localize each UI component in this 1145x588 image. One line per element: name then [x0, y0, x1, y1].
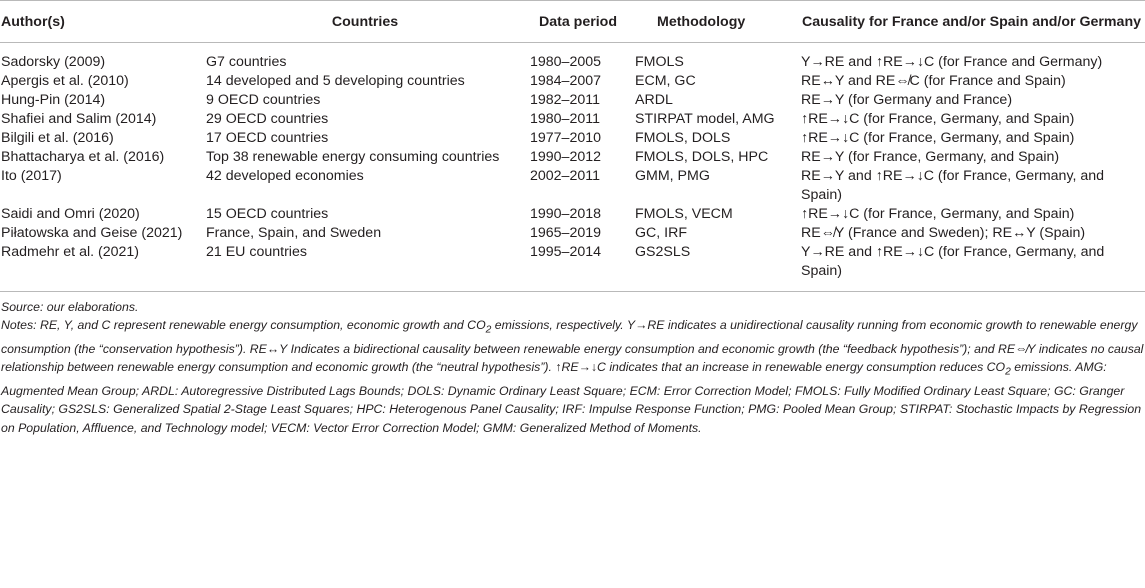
cell-period: 2002–2011: [530, 168, 600, 184]
cell-causality: ↑RE→↓C (for France, Germany, and Spain): [801, 206, 1075, 222]
table-row: [0, 43, 1145, 73]
cell-causality: RE⇎Y (France and Sweden); RE↔Y (Spain): [801, 225, 1086, 241]
cell-period: 1980–2005: [530, 54, 602, 70]
cell-methodology: ARDL: [635, 92, 673, 108]
cell-author: Bilgili et al. (2016): [1, 130, 114, 146]
table-row: [0, 129, 1145, 148]
cell-author: Bhattacharya et al. (2016): [1, 149, 165, 165]
cell-methodology: STIRPAT model, AMG: [635, 111, 775, 127]
cell-methodology: GC, IRF: [635, 225, 688, 241]
cell-causality: ↑RE→↓C (for France, Germany, and Spain): [801, 111, 1075, 127]
cell-causality: RE→Y and ↑RE→↓C (for France, Germany, and Spain): [801, 168, 1105, 203]
cell-period: 1990–2018: [530, 206, 602, 222]
cell-methodology: GMM, PMG: [635, 168, 710, 184]
table-row: [0, 72, 1145, 91]
cell-author: Piłatowska and Geise (2021): [1, 225, 183, 241]
table-row: [0, 91, 1145, 110]
cell-countries: 21 EU countries: [204, 243, 526, 292]
cell-period: 1990–2012: [530, 149, 602, 165]
cell-methodology: GS2SLS: [630, 243, 798, 292]
cell-period: 1965–2019: [530, 225, 602, 241]
subscript-2: 2: [485, 324, 492, 336]
cell-methodology: ECM, GC: [635, 73, 696, 89]
header-countries: Countries: [204, 1, 526, 43]
cell-author: Hung-Pin (2014): [1, 92, 106, 108]
header-causality: Causality for France and/or Spain and/or Germany: [798, 1, 1145, 43]
cell-countries: G7 countries: [206, 54, 287, 70]
cell-author: Radmehr et al. (2021): [0, 243, 204, 292]
cell-causality: RE→Y (for France, Germany, and Spain): [801, 149, 1060, 165]
cell-causality: Y→RE and ↑RE→↓C (for France and Germany): [801, 54, 1103, 70]
notes-paragraph: [1, 316, 1144, 437]
table-row: [0, 110, 1145, 129]
cell-methodology: FMOLS, DOLS, HPC: [635, 149, 769, 165]
cell-period: 1980–2011: [530, 111, 600, 127]
cell-author: Shafiei and Salim (2014): [1, 111, 157, 127]
cell-countries: 15 OECD countries: [206, 206, 329, 222]
notes-text-2: emissions, respectively. Y→RE indicates a unidirectional causality running from economic growth to renewable energy consumption (the “conservation hypothesis”). RE↔Y Indicates a bidirectional causality between renewable energy consumption and economic growth (the “feedback hypothesis”); and RE⇎Y indicates no causal relationship between renewable energy consumption and economic growth (the “neutral hypothesis”). ↑RE→↓C indicates that an increase in renewable energy consumption reduces CO: [1, 318, 1144, 375]
table-row: [0, 243, 1145, 292]
table-row: [0, 148, 1145, 167]
cell-countries: 9 OECD countries: [206, 92, 321, 108]
header-row: [0, 1, 1145, 43]
source-note: Source: our elaborations.: [1, 300, 139, 314]
notes-text-1: Notes: RE, Y, and C represent renewable energy consumption, economic growth and CO: [1, 318, 486, 333]
table-body: [0, 43, 1145, 292]
cell-methodology: FMOLS, VECM: [635, 206, 733, 222]
cell-countries: 29 OECD countries: [206, 111, 329, 127]
table-row: [0, 224, 1145, 243]
cell-countries: 17 OECD countries: [206, 130, 329, 146]
cell-countries: 42 developed economies: [206, 168, 364, 184]
notes-text-3: emissions. AMG: Augmented Mean Group; ARDL: Autoregressive Distributed Lags Bounds; DOLS: Dynamic Ordinary Least Square; ECM: Error Correction Model; FMOLS: Fully Modified Ordinary Least Square; GC: Granger Causality; GS2SLS: Generalized Spatial 2-Stage Least Squares; HPC: Heterogenous Panel Causality; IRF: Impulse Response Function; PMG: Pooled Mean Group; STIRPAT: Stochastic Impacts by Regression on Population, Affluence, and Technology model; VECM: Vector Error Correction Model; GMM: Generalized Method of Moments.: [1, 360, 1142, 435]
literature-table: [0, 0, 1145, 292]
cell-author: Saidi and Omri (2020): [1, 206, 140, 222]
header-author: Author(s): [0, 1, 204, 43]
cell-countries: Top 38 renewable energy consuming countries: [206, 149, 500, 165]
cell-methodology: FMOLS: [635, 54, 684, 70]
table-row: [0, 167, 1145, 205]
cell-methodology: FMOLS, DOLS: [635, 130, 731, 146]
cell-author: Ito (2017): [1, 168, 62, 184]
cell-author: Apergis et al. (2010): [1, 73, 129, 89]
table-row: [0, 205, 1145, 224]
subscript-2: 2: [1005, 366, 1011, 378]
cell-causality: ↑RE→↓C (for France, Germany, and Spain): [801, 130, 1075, 146]
cell-period: 1977–2010: [530, 130, 602, 146]
header-methodology: Methodology: [630, 1, 798, 43]
cell-causality: RE→Y (for Germany and France): [801, 92, 1013, 108]
cell-period: 1984–2007: [530, 73, 602, 89]
cell-period: 1982–2011: [530, 92, 600, 108]
cell-period: 1995–2014: [526, 243, 630, 292]
cell-countries: 14 developed and 5 developing countries: [206, 73, 465, 89]
header-period: Data period: [526, 1, 630, 43]
cell-author: Sadorsky (2009): [1, 54, 106, 70]
cell-countries: France, Spain, and Sweden: [206, 225, 382, 241]
cell-causality: RE↔Y and RE⇎C (for France and Spain): [801, 73, 1066, 89]
table-header: [0, 1, 1145, 43]
table-notes: [0, 292, 1145, 437]
cell-causality: Y→RE and ↑RE→↓C (for France, Germany, and Spain): [798, 243, 1145, 292]
